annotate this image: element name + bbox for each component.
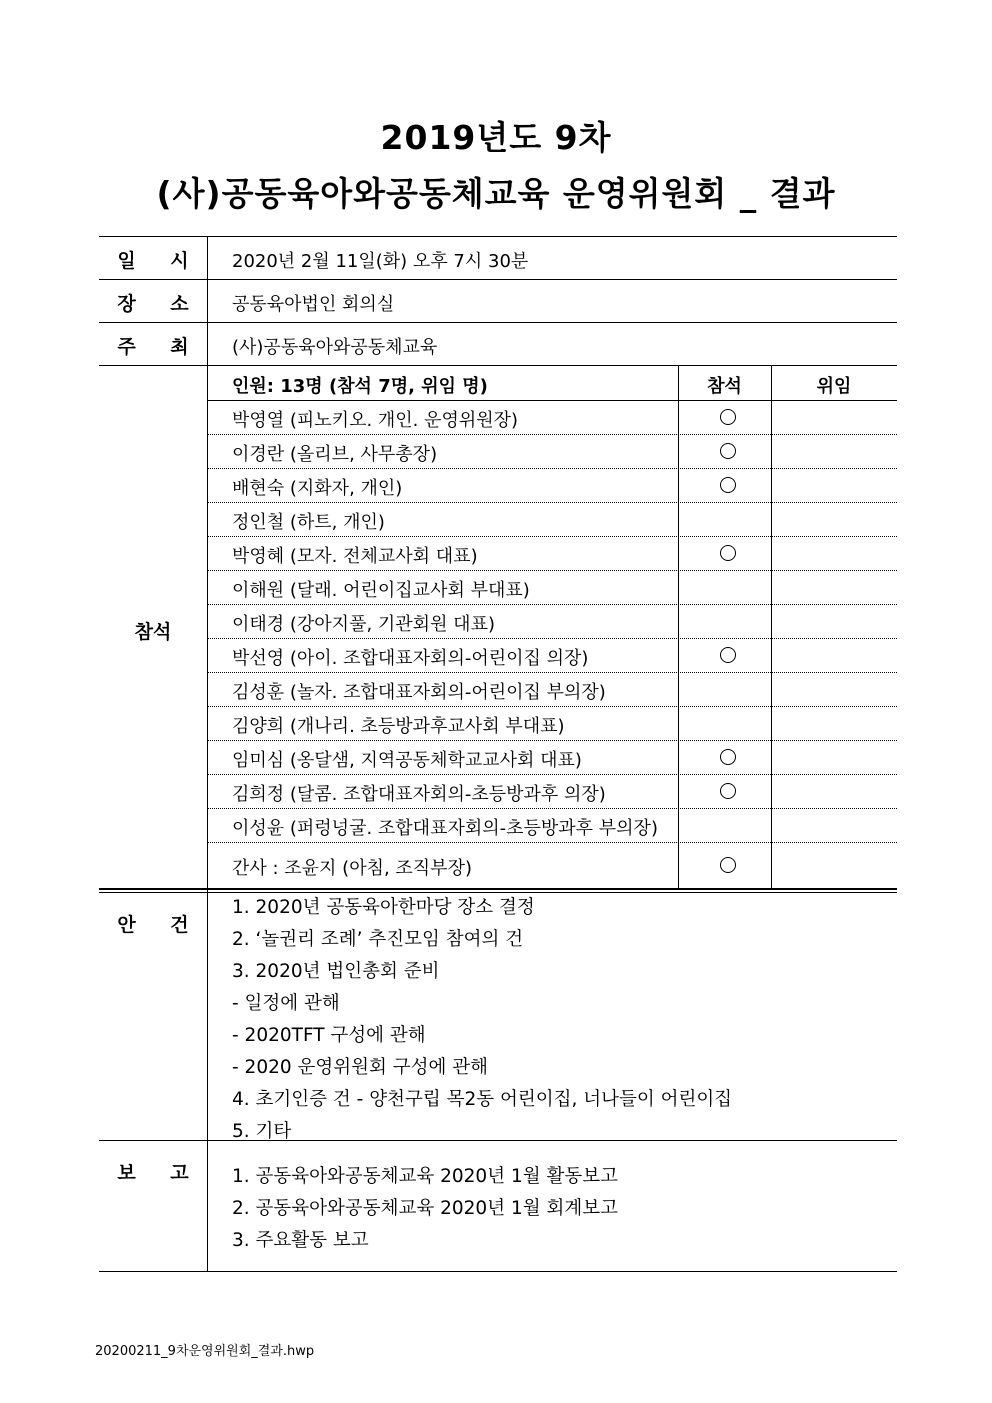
table-top-border [99,236,897,237]
attendee-name: 박영혜 (모자. 전체교사회 대표) [232,546,478,567]
agenda-label: 안 건 [117,914,203,936]
agenda-subitem: - 2020TFT 구성에 관해 [232,1025,426,1046]
document-title-line2: (사)공동육아와공동체교육 운영위원회 _ 결과 [156,174,836,213]
attended-mark-icon [720,647,736,663]
footer-filename: 20200211_9차운영위원회_결과.hwp [95,1344,315,1359]
attendee-name: 배현숙 (지화자, 개인) [232,478,403,499]
label-column-divider [207,236,208,1271]
row-divider [207,774,897,775]
report-item: 1. 공동육아와공동체교육 2020년 1월 활동보고 [232,1166,618,1187]
attended-mark-icon [720,783,736,799]
agenda-subitem: - 2020 운영위원회 구성에 관해 [232,1057,488,1078]
place-label: 장 소 [117,293,203,315]
attendee-name: 이성윤 (퍼렁넝굴. 조합대표자회의-초등방과후 부의장) [232,818,658,839]
row-divider [207,842,897,843]
row-divider [99,1140,897,1141]
row-divider [207,434,897,435]
agenda-item: 5. 기타 [232,1121,292,1142]
attended-mark-icon [720,409,736,425]
attend-column-header: 참석 [707,376,742,397]
attendee-name: 김양희 (개나리. 초등방과후교사회 부대표) [232,716,565,737]
host-label: 주 최 [117,336,203,358]
table-bottom-border [99,1271,897,1272]
attendee-name: 이경란 (올리브, 사무총장) [232,444,438,465]
date-value: 2020년 2월 11일(화) 오후 7시 30분 [232,251,529,272]
agenda-item: 2. ‘놀권리 조례’ 추진모임 참여의 건 [232,929,524,950]
row-divider [207,808,897,809]
row-divider [99,322,897,323]
place-value: 공동육아법인 회의실 [232,294,395,315]
host-value: (사)공동육아와공동체교육 [232,337,438,358]
report-label: 보 고 [117,1162,203,1184]
attendee-name: 이태경 (강아지풀, 기관회원 대표) [232,614,495,635]
row-divider [99,279,897,280]
attended-mark-icon [720,545,736,561]
row-divider [207,502,897,503]
attended-mark-icon [720,749,736,765]
agenda-subitem: - 일정에 관해 [232,993,340,1014]
row-divider [99,365,897,366]
attendance-header: 인원: 13명 (참석 7명, 위임 명) [232,376,488,397]
row-divider [207,536,897,537]
attended-mark-icon [720,443,736,459]
date-label: 일 시 [117,250,203,272]
attendee-name: 박영열 (피노키오. 개인. 운영위원장) [232,410,519,431]
proxy-column-header: 위임 [816,376,852,397]
row-divider [207,638,897,639]
report-item: 3. 주요활동 보고 [232,1230,369,1251]
row-divider [207,672,897,673]
row-divider-double [99,888,897,890]
row-divider [207,570,897,571]
attended-mark-icon [720,477,736,493]
agenda-item: 3. 2020년 법인총회 준비 [232,961,440,982]
row-divider [207,604,897,605]
document-title-line1: 2019년도 9차 [380,118,612,157]
attendee-name: 임미심 (옹달샘, 지역공동체학교교사회 대표) [232,750,582,771]
agenda-item: 1. 2020년 공동육아한마당 장소 결정 [232,897,535,918]
agenda-item: 4. 초기인증 건 - 양천구립 목2동 어린이집, 너나들이 어린이집 [232,1089,733,1110]
attendance-label: 참석 [134,621,172,643]
row-divider [207,706,897,707]
attendee-name: 이해원 (달래. 어린이집교사회 부대표) [232,580,530,601]
attendee-name: 김성훈 (놀자. 조합대표자회의-어린이집 부의장) [232,682,606,703]
attendee-name: 정인철 (하트, 개인) [232,512,385,533]
attendee-name: 간사 : 조윤지 (아침, 조직부장) [232,858,472,879]
proxy-column-divider [771,365,772,888]
attend-column-divider [678,365,679,888]
row-divider [207,740,897,741]
row-divider [207,468,897,469]
attended-mark-icon [720,857,736,873]
attendee-name: 박선영 (아이. 조합대표자회의-어린이집 의장) [232,648,589,669]
report-item: 2. 공동육아와공동체교육 2020년 1월 회계보고 [232,1198,618,1219]
row-divider [207,400,897,401]
attendee-name: 김희정 (달콤. 조합대표자회의-초등방과후 의장) [232,784,606,805]
